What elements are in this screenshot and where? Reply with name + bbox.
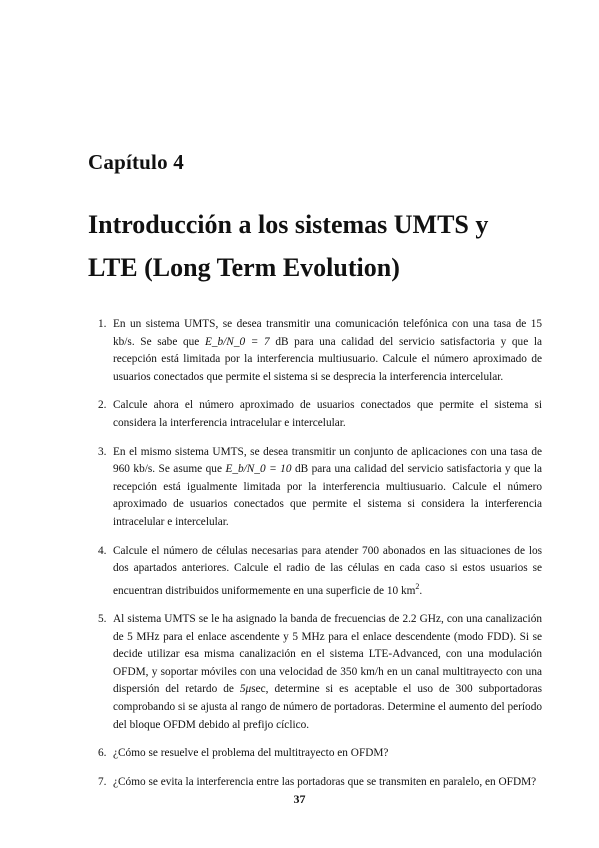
problem-item-3 xyxy=(88,444,542,532)
problem-item-6 xyxy=(88,745,542,763)
chapter-title xyxy=(88,203,538,289)
page-number: 37 xyxy=(293,792,306,806)
chapter-title-line-1: Introducción a los sistemas UMTS y xyxy=(88,210,489,239)
problem-text: ¿Cómo se resuelve el problema del multitrayecto en OFDM? xyxy=(113,747,389,760)
problem-item-7 xyxy=(88,774,542,792)
problem-item-2 xyxy=(88,397,542,432)
problem-number: 7. xyxy=(98,775,107,788)
problem-number: 5. xyxy=(98,613,107,626)
problem-text: Al sistema UMTS se le ha asignado la banda de frecuencias de 2.2 GHz, con una canalización de 5 MHz para el enlace ascendente y 5 MHz para el enlace descendente (modo FDD). Si se decide utilizar esa misma canalización en el sistema LTE-Advanced, con una modulación OFDM, y soportar móviles con una velocidad de 350 km/h en un canal multitrayecto con una dispersión del retardo de xyxy=(113,613,542,696)
problem-text: Calcule el número de células necesarias para atender 700 abonados en las situaciones de los dos apartados anteriores. Calcule el radio de las células en cada caso si estos usuarios se encuentran distribuidos uniformemente en una superficie de 10 km xyxy=(113,544,542,597)
chapter-title-line-2: LTE (Long Term Evolution) xyxy=(88,253,400,282)
problem-text: ¿Cómo se evita la interferencia entre las portadoras que se transmiten en paralelo, en OFDM? xyxy=(113,775,537,788)
problem-number: 4. xyxy=(98,544,107,557)
problem-item-4 xyxy=(88,543,542,601)
superscript: 2 xyxy=(415,581,420,591)
problem-math: E_b/N_0 = 10 xyxy=(225,463,292,476)
problem-list xyxy=(88,316,542,802)
problem-text: sec, determine si es aceptable el uso de 300 subportadoras comprobando si se ajusta al rango de número de portadoras. Determine el aumento del período del bloque OFDM debido al prefijo cíclico. xyxy=(113,683,542,731)
problem-item-1 xyxy=(88,316,542,386)
problem-math: E_b/N_0 = 7 xyxy=(204,335,270,348)
problem-number: 3. xyxy=(98,445,107,458)
problem-text: dB para una calidad del servicio satisfactoria y que la recepción está igualmente limitada por la interferencia multiusuario. Calcule el número aproximado de usuarios conectados que permite el sistema si considera la interferencia intracelular e intercelular. xyxy=(113,463,542,528)
problem-number: 6. xyxy=(98,747,107,760)
problem-text: . xyxy=(419,584,423,597)
problem-number: 1. xyxy=(98,318,107,330)
problem-number: 2. xyxy=(98,399,107,412)
chapter-label: Capítulo 4 xyxy=(88,150,184,174)
problem-math: 5μ xyxy=(239,683,252,696)
problem-text: dB para una calidad del servicio satisfactoria y que la recepción está limitada por la interferencia multiusuario. Calcule el número aproximado de usuarios conectados que permite el sistema si se desprecia la interferencia intercelular. xyxy=(113,335,543,383)
problem-text: Calcule ahora el número aproximado de usuarios conectados que permite el sistema si considera la interferencia intracelular e intercelular. xyxy=(113,399,542,429)
problem-text: En el mismo sistema UMTS, se desea transmitir un conjunto de aplicaciones con una tasa de 960 kb/s. Se asume que xyxy=(113,445,542,476)
problem-text: En un sistema UMTS, se desea transmitir una comunicación telefónica con una tasa de 15 kb/s. Se sabe que xyxy=(113,318,542,348)
problem-item-5 xyxy=(88,611,542,734)
